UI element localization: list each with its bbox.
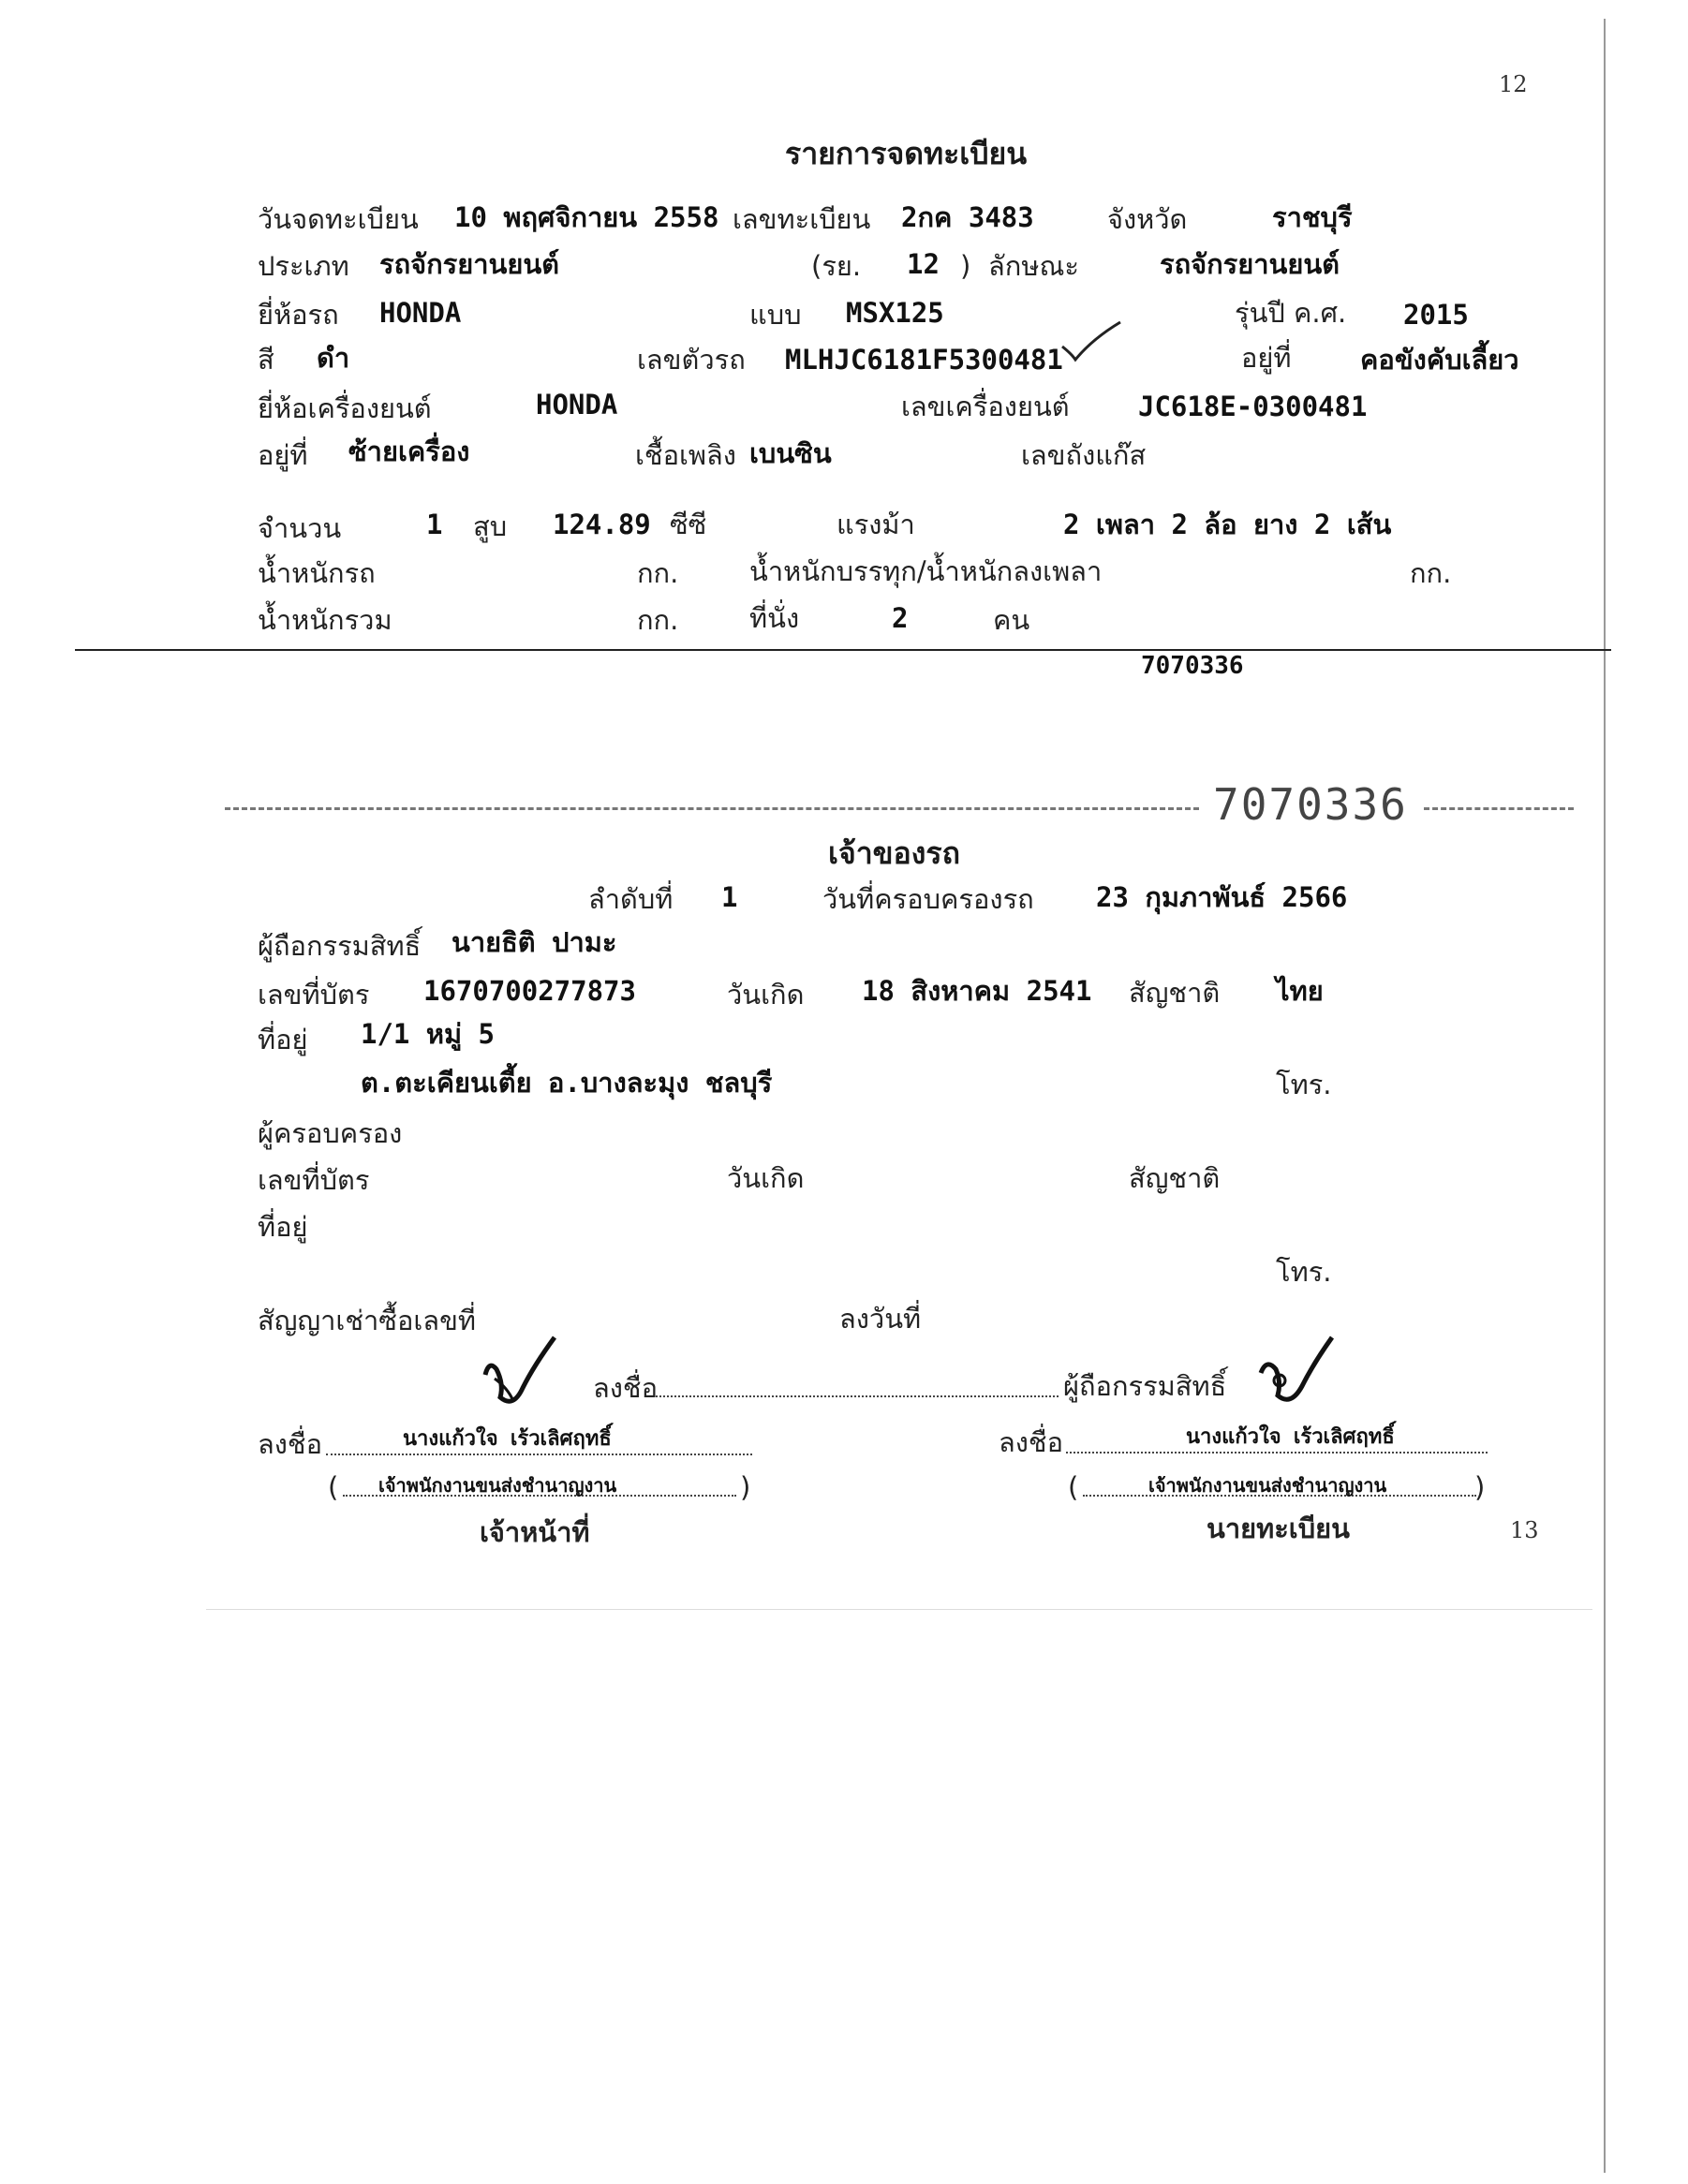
possessor-address-label: ที่อยู่	[258, 1211, 308, 1243]
ry-value: 12	[907, 248, 940, 280]
serial-number-large: 7070336	[1213, 779, 1408, 830]
engine-loc-value: ซ้ายเครื่อง	[348, 435, 470, 467]
reg-no-value: 2กค 3483	[901, 201, 1034, 233]
owner-birth-label: วันเกิด	[727, 979, 805, 1011]
registrar-title: นายทะเบียน	[1207, 1513, 1350, 1544]
holder-sign-label: ลงชื่อ	[593, 1372, 659, 1404]
year-value: 2015	[1403, 299, 1469, 331]
engine-brand-label: ยี่ห้อเครื่องยนต์	[258, 392, 432, 424]
owner-address-line1: 1/1 หมู่ 5	[361, 1018, 495, 1050]
hire-purchase-label: สัญญาเช่าซื้อเลขที่	[258, 1305, 477, 1336]
cc-value: 124.89	[553, 509, 651, 540]
engine-loc-label: อยู่ที่	[258, 439, 308, 471]
bottom-faint-line	[206, 1609, 1592, 1610]
reg-no-label: เลขทะเบียน	[733, 203, 871, 235]
officer-title: เจ้าหน้าที่	[480, 1516, 590, 1548]
signature-icon	[1251, 1334, 1336, 1412]
weight-label: น้ำหนักรถ	[258, 557, 376, 589]
chassis-label: เลขตัวรถ	[637, 344, 746, 376]
fuel-label: เชื้อเพลิง	[635, 439, 736, 471]
officer-sign-label: ลงชื่อ	[258, 1428, 323, 1460]
officer-name: นางแก้วใจ เร้วเลิศฤทธิ์	[399, 1429, 615, 1450]
kg-3: กก.	[637, 604, 679, 636]
owner-id-label: เลขที่บัตร	[258, 979, 370, 1011]
possession-date-value: 23 กุมภาพันธ์ 2566	[1096, 881, 1348, 913]
officer-position: เจ้าพนักงานขนส่งชำนาญงาน	[375, 1476, 620, 1495]
cylinders-value: 1	[426, 509, 443, 540]
page-number-bottom: 13	[1510, 1517, 1539, 1543]
owner-nationality-value: ไทย	[1276, 975, 1324, 1007]
registrar-paren-open: (	[1068, 1471, 1079, 1503]
owner-nationality-label: สัญชาติ	[1129, 977, 1221, 1009]
model-value: MSX125	[846, 297, 944, 329]
page-number-top: 12	[1499, 71, 1528, 97]
officer-paren-open: (	[328, 1471, 339, 1503]
signature-icon	[476, 1332, 560, 1416]
owner-heading: เจ้าของรถ	[828, 835, 960, 871]
registration-heading: รายการจดทะเบียน	[785, 136, 1028, 171]
holder-name: นายธิติ ปามะ	[452, 926, 617, 958]
gross-weight-label: น้ำหนักรวม	[258, 604, 392, 636]
color-label: สี	[258, 344, 274, 376]
engine-no-value: JC618E-0300481	[1138, 391, 1368, 422]
seats-label: ที่นั่ง	[749, 602, 800, 634]
possessor-birth-label: วันเกิด	[727, 1162, 805, 1194]
chassis-loc-label: อยู่ที่	[1241, 342, 1292, 374]
type-value: รถจักรยานยนต์	[379, 248, 560, 280]
officer-paren-close: )	[740, 1471, 751, 1503]
kg-2: กก.	[1410, 557, 1452, 589]
type-label: ประเภท	[258, 250, 349, 282]
owner-address-line2: ต.ตะเคียนเตี้ย อ.บางละมุง ชลบุรี	[361, 1067, 773, 1099]
brand-value: HONDA	[379, 297, 462, 329]
serial-number-small: 7070336	[1141, 652, 1244, 680]
registrar-sign-label: ลงชื่อ	[999, 1426, 1064, 1458]
qty-label: จำนวน	[258, 512, 342, 544]
owner-id-value: 1670700277873	[423, 975, 636, 1007]
province-value: ราชบุรี	[1272, 201, 1353, 233]
reg-date-label: วันจดทะเบียน	[258, 203, 419, 235]
seats-value: 2	[892, 602, 909, 634]
dotted-separator-left	[225, 807, 1199, 810]
right-page-edge	[1604, 19, 1606, 2173]
order-label: ลำดับที่	[588, 883, 674, 915]
possession-date-label: วันที่ครอบครองรถ	[822, 883, 1034, 915]
owner-address-label: ที่อยู่	[258, 1024, 308, 1055]
holder-sign-suffix: ผู้ถือกรรมสิทธิ์	[1063, 1370, 1227, 1402]
registrar-position: เจ้าพนักงานขนส่งชำนาญงาน	[1145, 1476, 1390, 1495]
ry-label-open: (รย.	[811, 250, 862, 282]
ry-label-close: )	[960, 250, 971, 282]
owner-phone-label: โทร.	[1276, 1069, 1332, 1100]
year-label: รุ่นปี ค.ศ.	[1235, 297, 1347, 329]
seats-unit: คน	[993, 604, 1030, 636]
province-label: จังหวัด	[1107, 203, 1188, 235]
section-divider	[75, 649, 1611, 651]
possessor-id-label: เลขที่บัตร	[258, 1164, 370, 1196]
reg-date-value: 10 พฤศจิกายน 2558	[454, 201, 719, 233]
officer-sign-line	[326, 1454, 752, 1455]
engine-no-label: เลขเครื่องยนต์	[901, 391, 1070, 422]
brand-label: ยี่ห้อรถ	[258, 299, 339, 331]
possessor-phone-label: โทร.	[1276, 1256, 1332, 1288]
cc-unit: ซีซี	[670, 509, 707, 540]
gas-tank-label: เลขถังแก๊ส	[1021, 439, 1147, 471]
fuel-value: เบนซิน	[749, 437, 832, 469]
character-value: รถจักรยานยนต์	[1160, 248, 1340, 280]
holder-sign-line	[656, 1395, 1059, 1397]
registrar-paren-close: )	[1474, 1471, 1486, 1503]
color-value: ดำ	[317, 342, 350, 374]
possessor-nationality-label: สัญชาติ	[1129, 1162, 1221, 1194]
owner-birth-value: 18 สิงหาคม 2541	[862, 975, 1092, 1007]
holder-label: ผู้ถือกรรมสิทธิ์	[258, 930, 422, 962]
checkmark-icon	[1059, 318, 1124, 365]
dotted-separator-right	[1424, 807, 1574, 810]
axle-desc: 2 เพลา 2 ล้อ ยาง 2 เส้น	[1063, 509, 1392, 540]
registrar-name: นางแก้วใจ เร้วเลิศฤทธิ์	[1182, 1427, 1399, 1448]
model-label: แบบ	[749, 299, 802, 331]
hp-label: แรงม้า	[837, 509, 915, 540]
order-value: 1	[721, 881, 738, 913]
character-label: ลักษณะ	[988, 250, 1079, 282]
kg-1: กก.	[637, 557, 679, 589]
load-weight-label: น้ำหนักบรรทุก/น้ำหนักลงเพลา	[749, 555, 1103, 587]
cyl-unit: สูบ	[473, 510, 508, 542]
chassis-value: MLHJC6181F5300481	[785, 344, 1063, 376]
engine-brand-value: HONDA	[536, 389, 618, 421]
registrar-sign-line	[1066, 1452, 1488, 1454]
possessor-label: ผู้ครอบครอง	[258, 1117, 403, 1149]
chassis-loc-value: คอขังคับเลี้ยว	[1360, 344, 1519, 376]
signed-date-label: ลงวันที่	[839, 1303, 922, 1335]
